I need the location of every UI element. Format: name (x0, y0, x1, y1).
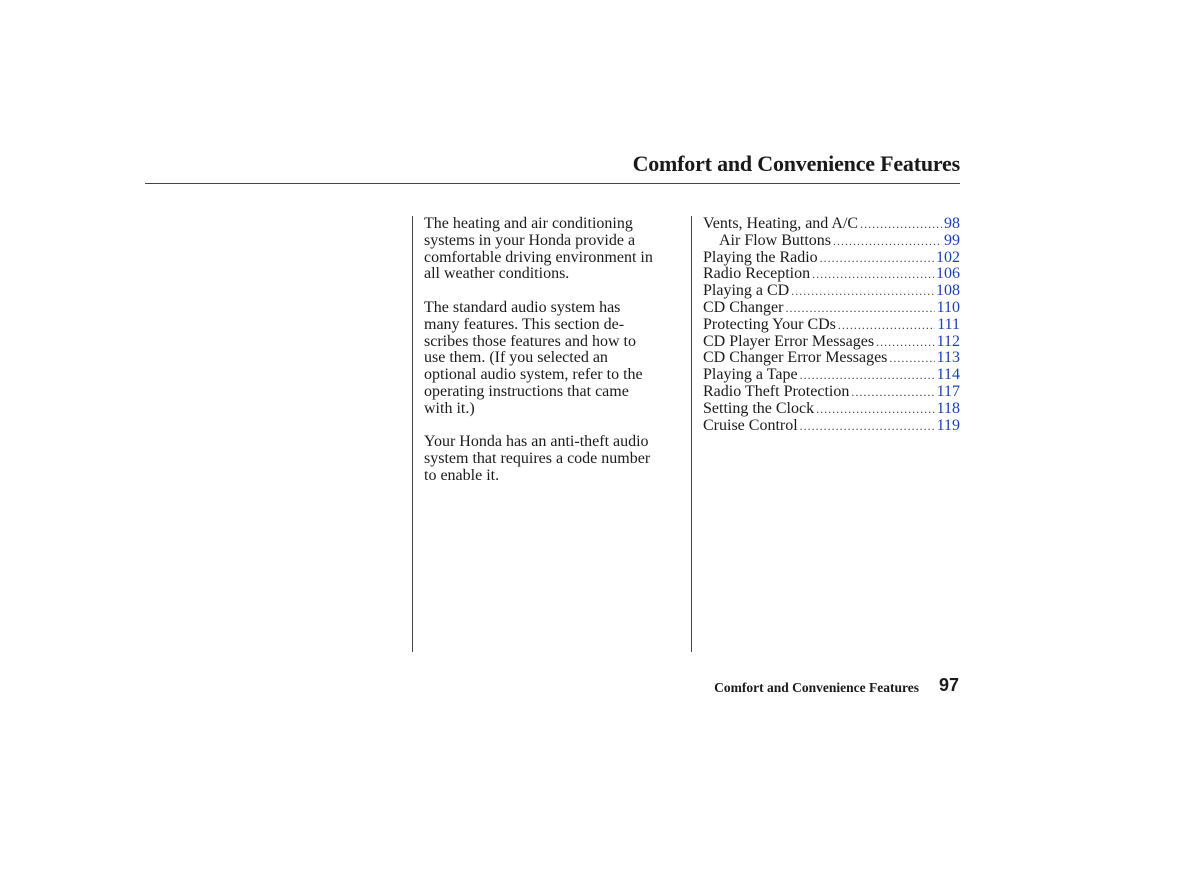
text-line: optional audio system, refer to the (424, 366, 643, 384)
text-line: use them. (If you selected an (424, 349, 608, 367)
toc-entry-playing-a-cd[interactable] (703, 283, 960, 300)
toc-page-link[interactable]: 114 (936, 366, 960, 384)
toc-entry-label: Setting the Clock (703, 399, 815, 417)
toc-leader-dots (812, 266, 934, 283)
toc-leader-dots (800, 418, 935, 435)
toc-leader-dots (860, 216, 942, 233)
toc-leader-dots (833, 233, 942, 250)
table-of-contents (703, 216, 960, 434)
text-line: operating instructions that came (424, 382, 629, 400)
toc-entry-vents-heating-ac[interactable] (703, 216, 960, 233)
toc-entry-label: Vents, Heating, and A/C (703, 215, 859, 232)
toc-entry-setting-the-clock[interactable] (703, 401, 960, 418)
text-line: system that requires a code number (424, 450, 651, 468)
toc-entry-protecting-your-cds[interactable] (703, 317, 960, 334)
toc-entry-label: Radio Theft Protection (703, 382, 850, 400)
toc-entry-label: Protecting Your CDs (703, 315, 836, 333)
toc-page-link[interactable]: 112 (936, 332, 960, 350)
text-line: comfortable driving environment in (424, 248, 653, 266)
toc-entry-label: CD Player Error Messages (703, 332, 875, 350)
toc-leader-dots (785, 300, 934, 317)
intro-text (424, 216, 686, 502)
text-line: Your Honda has an anti-theft audio (424, 433, 649, 451)
toc-entry-label: CD Changer (703, 298, 784, 316)
toc-entry-radio-theft-protection[interactable] (703, 384, 960, 401)
toc-entry-label: Air Flow Buttons (719, 231, 832, 249)
toc-entry-air-flow-buttons[interactable] (703, 233, 960, 250)
toc-entry-label: Cruise Control (703, 416, 798, 434)
toc-page-link[interactable]: 102 (936, 248, 960, 266)
toc-entry-cd-player-error-messages[interactable] (703, 334, 960, 351)
page-title: Comfort and Convenience Features (632, 151, 960, 176)
toc-entry-label: Playing a Tape (703, 366, 798, 384)
toc-leader-dots (876, 334, 935, 351)
toc-entry-label: CD Changer Error Messages (703, 349, 888, 367)
toc-entry-radio-reception[interactable] (703, 266, 960, 283)
text-line: systems in your Honda provide a (424, 231, 636, 249)
text-line: The heating and air conditioning (424, 215, 633, 232)
toc-page-link[interactable]: 117 (936, 382, 960, 400)
toc-leader-dots (820, 250, 934, 267)
text-line: to enable it. (424, 466, 500, 484)
toc-page-link[interactable]: 106 (936, 265, 960, 283)
toc-leader-dots (816, 401, 934, 418)
intro-paragraph (424, 434, 686, 484)
toc-leader-dots (838, 317, 935, 334)
toc-page-link[interactable]: 113 (936, 349, 960, 367)
intro-paragraph (424, 300, 686, 418)
text-line: all weather conditions. (424, 265, 570, 283)
toc-leader-dots (889, 350, 934, 367)
toc-entry-cd-changer-error-messages[interactable] (703, 350, 960, 367)
toc-leader-dots (800, 367, 935, 384)
toc-leader-dots (791, 283, 934, 300)
toc-page-link[interactable]: 98 (944, 215, 960, 232)
toc-page-link[interactable]: 110 (936, 298, 960, 316)
text-line: The standard audio system has (424, 298, 621, 316)
toc-entry-cd-changer[interactable] (703, 300, 960, 317)
footer-section-title: Comfort and Convenience Features (714, 680, 919, 695)
toc-page-link[interactable]: 99 (944, 231, 960, 249)
text-line: scribes those features and how to (424, 332, 636, 350)
column-divider-middle (691, 216, 692, 652)
toc-leader-dots (851, 384, 934, 401)
toc-page-link[interactable]: 119 (936, 416, 960, 434)
text-line: many features. This section de- (424, 315, 625, 333)
toc-page-link[interactable]: 111 (937, 315, 960, 333)
toc-entry-label: Playing a CD (703, 282, 790, 300)
toc-page-link[interactable]: 108 (936, 282, 960, 300)
toc-entry-cruise-control[interactable] (703, 418, 960, 435)
column-divider-left (412, 216, 413, 652)
page-number: 97 (938, 675, 959, 695)
toc-entry-label: Playing the Radio (703, 248, 818, 266)
intro-paragraph (424, 216, 686, 283)
toc-entry-playing-the-radio[interactable] (703, 250, 960, 267)
toc-entry-playing-a-tape[interactable] (703, 367, 960, 384)
toc-entry-label: Radio Reception (703, 265, 811, 283)
text-line: with it.) (424, 399, 475, 417)
title-divider (145, 183, 960, 184)
toc-page-link[interactable]: 118 (936, 399, 960, 417)
